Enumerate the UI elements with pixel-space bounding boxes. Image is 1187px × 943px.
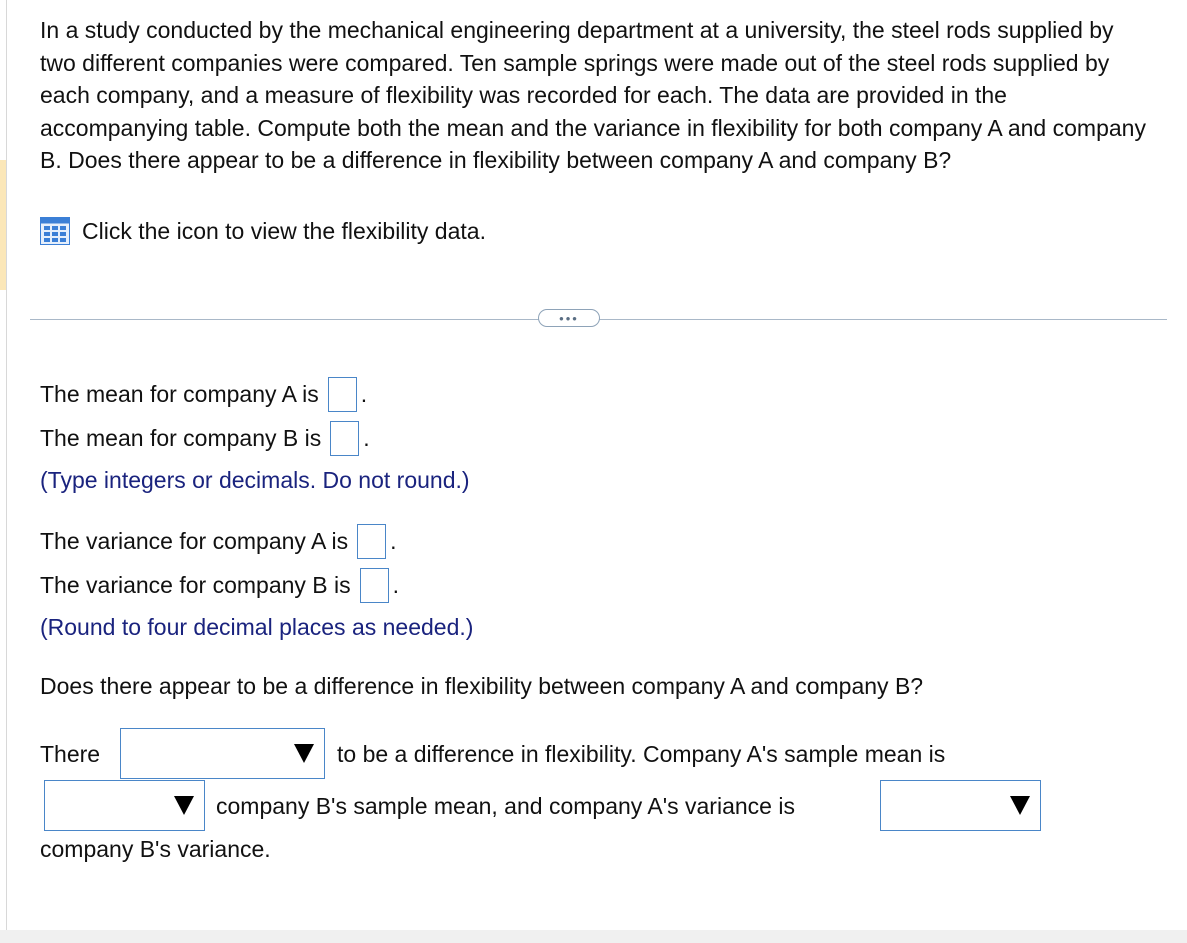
- variances-hint: (Round to four decimal places as needed.): [40, 614, 474, 640]
- left-border: [6, 0, 7, 930]
- variance-a-input[interactable]: [357, 524, 386, 559]
- means-hint: (Type integers or decimals. Do not round.): [40, 467, 470, 493]
- period: .: [363, 425, 370, 451]
- expand-more-button[interactable]: •••: [538, 309, 600, 327]
- variance-a-row: [40, 524, 397, 559]
- question-marker: [0, 160, 6, 290]
- variance-a-label: The variance for company A is: [40, 528, 349, 554]
- variance-b-row: [40, 568, 399, 603]
- period: .: [392, 572, 400, 598]
- mean-b-input[interactable]: [330, 421, 359, 456]
- view-data-link[interactable]: [40, 217, 486, 245]
- triangle-down-icon[interactable]: [170, 792, 198, 819]
- grid-table-icon[interactable]: [40, 217, 70, 245]
- footer-band: [0, 930, 1187, 943]
- question-text: In a study conducted by the mechanical engineering department at a university, the steel rods supplied by two different companies were compared. Ten sample springs were made out of the steel rods supplied by each company, and a measure of flexibility was recorded for each. The data are provided in the accompanying table. Compute both the mean and the variance in flexibility for both company A and company B. Does there appear to be a difference in flexibility between company A and company B?: [40, 17, 1146, 173]
- period: .: [390, 528, 397, 554]
- variance-compare-dropdown[interactable]: [880, 780, 1041, 831]
- mean-b-row: [40, 421, 370, 456]
- comparison-question: Does there appear to be a difference in flexibility between company A and company B?: [40, 673, 924, 699]
- mean-a-row: [40, 377, 367, 412]
- comparison-text-2: company B's sample mean, and company A's variance is: [216, 793, 795, 819]
- triangle-down-icon[interactable]: [290, 740, 318, 767]
- comparison-text-3: company B's variance.: [40, 836, 271, 862]
- mean-a-input[interactable]: [328, 377, 357, 412]
- variance-b-input[interactable]: [360, 568, 389, 603]
- mean-compare-dropdown[interactable]: [44, 780, 205, 831]
- variance-b-label: The variance for company B is: [40, 572, 351, 598]
- period: .: [360, 381, 368, 407]
- triangle-down-icon[interactable]: [1006, 792, 1034, 819]
- appear-dropdown[interactable]: [120, 728, 325, 779]
- there-text: There: [40, 741, 101, 767]
- view-data-text[interactable]: Click the icon to view the flexibility data.: [82, 217, 486, 244]
- comparison-text-1: to be a difference in flexibility. Company A's sample mean is: [337, 741, 946, 767]
- mean-b-label: The mean for company B is: [40, 425, 322, 451]
- mean-a-label: The mean for company A is: [40, 381, 319, 407]
